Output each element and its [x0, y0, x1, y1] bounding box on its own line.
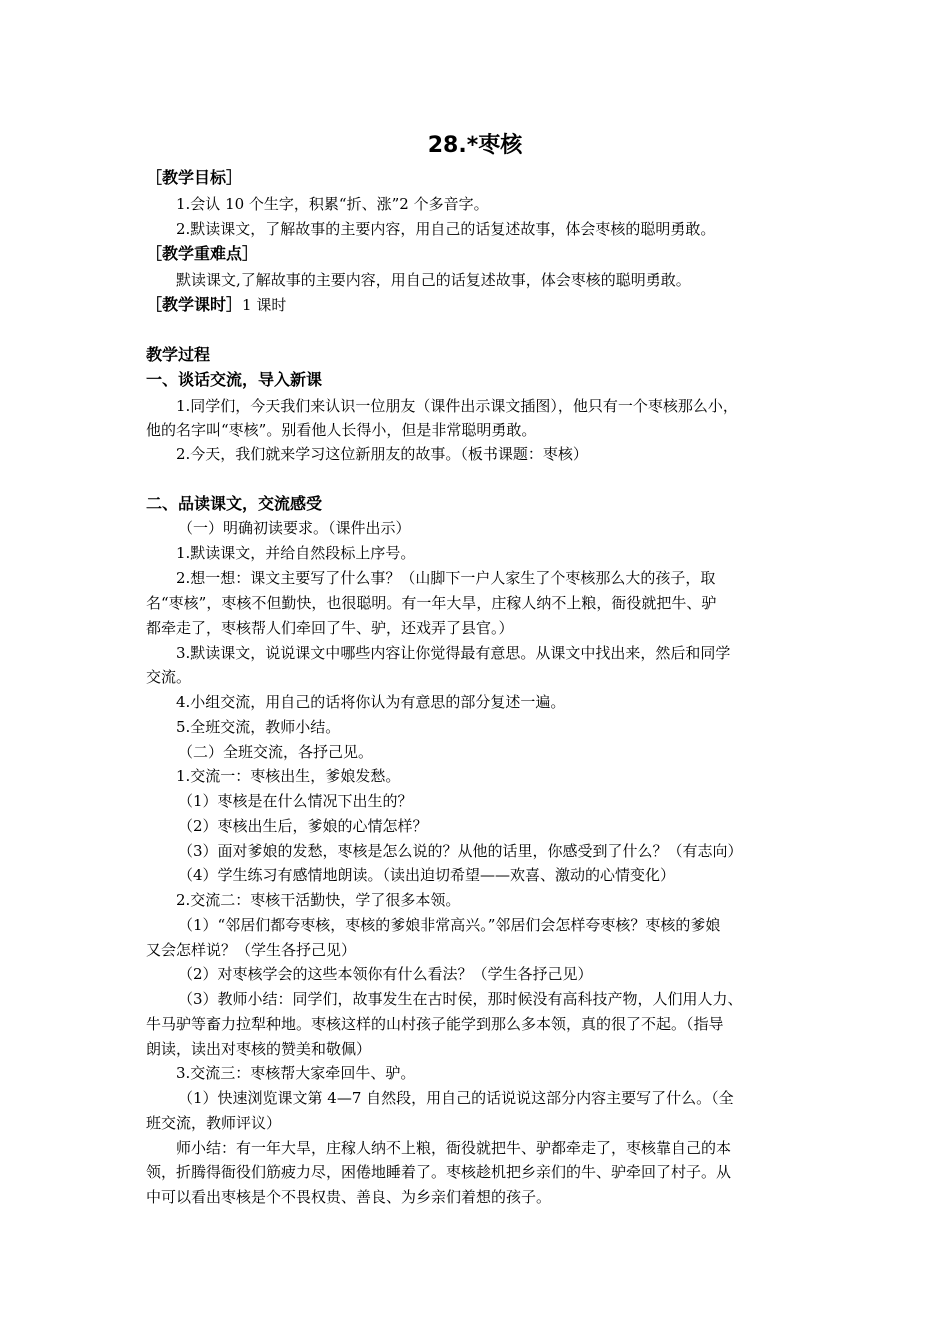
section2-line: 名“枣核”，枣核不但勤快，也很聪明。有一年大旱，庄稼人纳不上粮，衙役就把牛、驴 [146, 594, 717, 612]
section2-line: 朗读，读出对枣核的赞美和敬佩） [146, 1040, 372, 1058]
section2-line: 2.想一想：课文主要写了什么事？（山脚下一户人家生了个枣核那么大的孩子，取 [176, 569, 716, 587]
objective-item: 2.默读课文，了解故事的主要内容，用自己的话复述故事，体会枣核的聪明勇敢。 [176, 220, 716, 238]
section2-line: 班交流，教师评议） [146, 1114, 282, 1132]
section2-line: （4）学生练习有感情地朗读。（读出迫切希望——欢喜、激动的心情变化） [178, 866, 676, 884]
section2-line: 5.全班交流，教师小结。 [176, 718, 341, 736]
section2-line: （2）对枣核学会的这些本领你有什么看法？（学生各抒己见） [178, 965, 593, 983]
process-title: 教学过程 [146, 345, 211, 364]
section2-line: 中可以看出枣核是个不畏权贵、善良、为乡亲们着想的孩子。 [146, 1188, 552, 1206]
objectives-header: ［教学目标］ [146, 168, 243, 187]
section2-line: （2）枣核出生后，爹娘的心情怎样？ [178, 817, 428, 835]
section2-line: （二）全班交流，各抒己见。 [178, 743, 374, 761]
objective-item: 1.会认 10 个生字，积累“折、涨”2 个多音字。 [176, 195, 489, 213]
section2-line: （一）明确初读要求。（课件出示） [178, 519, 411, 537]
section2-line: 又会怎样说？（学生各抒己见） [146, 941, 357, 959]
section2-line: （1）“邻居们都夸枣核，枣核的爹娘非常高兴。”邻居们会怎样夸枣核？枣核的爹娘 [178, 916, 721, 934]
section2-line: 2.交流二：枣核干活勤快，学了很多本领。 [176, 891, 461, 909]
section2-line: （1）枣核是在什么情况下出生的？ [178, 792, 413, 810]
section1-paragraph: 他的名字叫“枣核”。别看他人长得小，但是非常聪明勇敢。 [146, 421, 537, 439]
section2-line: 1.交流一：枣核出生，爹娘发愁。 [176, 767, 401, 785]
section2-line: 领，折腾得衙役们筋疲力尽，困倦地睡着了。枣核趁机把乡亲们的牛、驴牵回了村子。从 [146, 1163, 732, 1181]
section2-line: 3.默读课文，说说课文中哪些内容让你觉得最有意思。从课文中找出来，然后和同学 [176, 644, 731, 662]
section2-line: 牛马驴等畜力拉犁种地。枣核这样的山村孩子能学到那么多本领，真的很了不起。（指导 [146, 1015, 724, 1033]
section2-line: （3）面对爹娘的发愁，枣核是怎么说的？从他的话里，你感受到了什么？（有志向） [178, 842, 743, 860]
section2-line: 交流。 [146, 668, 192, 686]
section2-line: （3）教师小结：同学们，故事发生在古时侯，那时候没有高科技产物，人们用人力、 [178, 990, 743, 1008]
section1-paragraph: 2.今天，我们就来学习这位新朋友的故事。（板书课题：枣核） [176, 445, 588, 463]
section1-paragraph: 1.同学们，今天我们来认识一位朋友（课件出示课文插图），他只有一个枣核那么小， [176, 397, 738, 415]
section2-title: 二、品读课文，交流感受 [146, 494, 323, 513]
section2-line: 4.小组交流，用自己的话将你认为有意思的部分复述一遍。 [176, 693, 566, 711]
hours-line [146, 295, 810, 315]
section2-line: 3.交流三：枣核帮大家牵回牛、驴。 [176, 1064, 416, 1082]
key-points-text: 默读课文,了解故事的主要内容，用自己的话复述故事，体会枣核的聪明勇敢。 [176, 271, 691, 289]
section2-line: （1）快速浏览课文第 4—7 自然段，用自己的话说说这部分内容主要写了什么。（全 [178, 1089, 734, 1107]
section2-line: 1.默读课文，并给自然段标上序号。 [176, 544, 416, 562]
key-points-header: ［教学重难点］ [146, 244, 259, 263]
section2-line: 都牵走了，枣核帮人们牵回了牛、驴，还戏弄了县官。） [146, 619, 514, 637]
section2-line: 师小结：有一年大旱，庄稼人纳不上粮，衙役就把牛、驴都牵走了，枣核靠自己的本 [176, 1139, 732, 1157]
hours-value: 1 课时 [242, 296, 287, 314]
page-title: 28.*枣核 [427, 133, 523, 158]
hours-header: ［教学课时］ [146, 295, 243, 314]
section1-title: 一、谈话交流，导入新课 [146, 370, 323, 389]
